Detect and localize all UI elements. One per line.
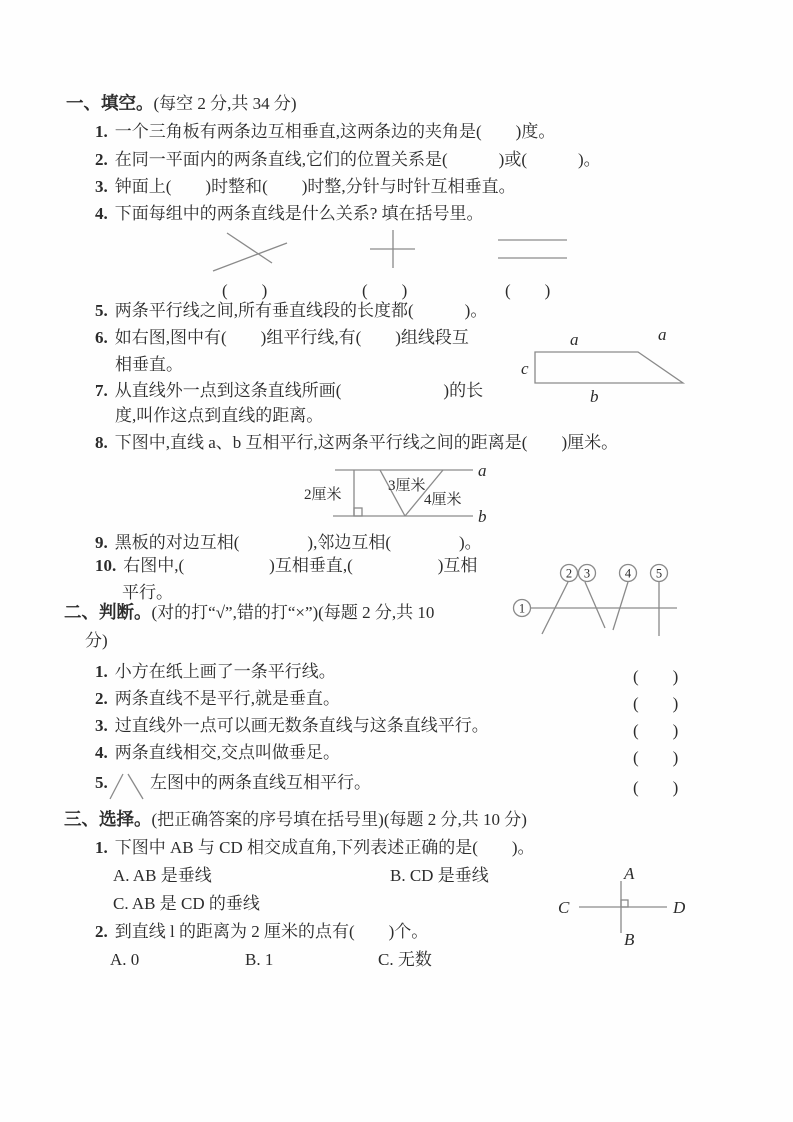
figure-q10-numbered-lines: [508, 558, 693, 650]
label-corner-a: a: [658, 328, 667, 344]
section3-title: 三、选择。: [64, 809, 152, 829]
s2-answer-bracket-2: ( ): [633, 694, 679, 713]
item-text: 下图中,直线 a、b 互相平行,这两条平行线之间的距离是( )厘米。: [114, 433, 619, 452]
item-text: 钟面上( )时整和( )时整,分针与时针互相垂直。: [114, 177, 516, 196]
section2-note-wrap: 分): [85, 631, 108, 650]
q4-bracket-1: ( ): [222, 281, 268, 300]
item-number: 8.: [95, 433, 108, 452]
label-side-a: a: [570, 330, 579, 349]
s2-item-4: [95, 743, 340, 762]
item-number: 2.: [95, 689, 108, 708]
s2-answer-bracket-1: ( ): [633, 667, 679, 686]
item-text: 黑板的对边互相( ),邻边互相( )。: [114, 533, 482, 552]
s3-q2-option-c: C. 无数: [378, 950, 432, 969]
item-number: 5.: [95, 773, 108, 792]
backslash-line: [128, 774, 143, 799]
slanted-line-3: [585, 582, 605, 628]
number-line-5: 5: [655, 566, 663, 581]
number-line-3: 3: [583, 566, 591, 581]
section2-heading: [64, 603, 434, 622]
s3-q2-option-b: B. 1: [245, 950, 274, 969]
item-text: 过直线外一点可以画无数条直线与这条直线平行。: [114, 716, 489, 735]
section1-title: 一、填空。: [66, 93, 154, 113]
s3-q1-option-b: B. CD 是垂线: [390, 866, 489, 885]
s3-q1-option-a: A. AB 是垂线: [113, 866, 212, 885]
s2-item-5-text: 左图中的两条直线互相平行。: [150, 773, 371, 792]
item-text: 到直线 l 的距离为 2 厘米的点有( )个。: [114, 922, 429, 941]
figure-s2q5-two-lines: [108, 765, 150, 805]
figure-q8-distance: [282, 452, 497, 532]
item-text: 下图中 AB 与 CD 相交成直角,下列表述正确的是( )。: [114, 838, 535, 857]
item-number: 6.: [95, 328, 108, 347]
s1-item-9: [95, 533, 482, 552]
item-number: 2.: [95, 922, 108, 941]
s2-item-2: [95, 689, 340, 708]
item-text: 一个三角板有两条边互相垂直,这两条边的夹角是( )度。: [114, 122, 556, 141]
label-side-b: b: [590, 387, 599, 406]
number-line-2: 2: [565, 566, 573, 581]
s3-question-1: [95, 838, 535, 857]
intersecting-line-2: [213, 243, 287, 271]
section1-note: (每空 2 分,共 34 分): [153, 94, 297, 113]
item-number: 7.: [95, 381, 108, 400]
s1-item-10-wrap: 平行。: [122, 583, 173, 602]
section2-note: (对的打“√”,错的打“×”)(每题 2 分,共 10: [151, 603, 435, 622]
figure-q6-trapezoid: [515, 328, 715, 408]
label-3cm: 3厘米: [388, 478, 426, 494]
label-line-a: a: [478, 461, 487, 480]
item-text: 从直线外一点到这条直线所画( )的长: [114, 381, 484, 400]
item-text: 小方在纸上画了一条平行线。: [114, 662, 336, 681]
item-number: 4.: [95, 204, 108, 223]
item-text: 两条直线不是平行,就是垂直。: [114, 689, 340, 708]
section1-heading: [66, 94, 297, 113]
item-number: 9.: [95, 533, 108, 552]
s1-item-8: [95, 433, 618, 452]
number-line-1: 1: [518, 601, 526, 616]
s2-item-3: [95, 716, 489, 735]
item-text: 两条直线相交,交点叫做垂足。: [114, 743, 340, 762]
label-D: D: [673, 898, 686, 917]
item-number: 2.: [95, 150, 108, 169]
s1-item-2: [95, 150, 601, 169]
label-2cm: 2厘米: [304, 487, 342, 503]
section2-title: 二、判断。: [64, 602, 152, 622]
label-B: B: [624, 930, 635, 949]
s2-answer-bracket-3: ( ): [633, 721, 679, 740]
item-number: 1.: [95, 122, 108, 141]
number-line-4: 4: [624, 566, 632, 581]
s1-item-6-wrap: 相垂直。: [115, 355, 183, 374]
item-number: 1.: [95, 838, 108, 857]
s2-item-1: [95, 662, 336, 681]
item-text: 右图中,( )互相垂直,( )互相: [123, 556, 478, 575]
item-text: 下面每组中的两条直线是什么关系? 填在括号里。: [114, 204, 484, 223]
q4-bracket-3: ( ): [505, 281, 551, 300]
item-number: 4.: [95, 743, 108, 762]
s1-item-7: [95, 381, 483, 400]
intersecting-line-1: [227, 233, 272, 263]
trapezoid-shape: [535, 352, 683, 383]
label-4cm: 4厘米: [424, 492, 462, 508]
item-number: 10.: [95, 556, 117, 575]
s1-item-1: [95, 122, 555, 141]
s1-item-10: [95, 556, 477, 575]
item-number: 1.: [95, 662, 108, 681]
s2-answer-bracket-4: ( ): [633, 748, 679, 767]
label-A: A: [624, 864, 635, 883]
slanted-line-4: [613, 582, 628, 630]
item-number: 3.: [95, 177, 108, 196]
s1-item-5: [95, 301, 487, 320]
section3-note: (把正确答案的序号填在括号里)(每题 2 分,共 10 分): [151, 810, 527, 829]
slash-line: [110, 774, 123, 799]
s1-item-3: [95, 177, 516, 196]
item-text: 如右图,图中有( )组平行线,有( )组线段互: [114, 328, 469, 347]
s1-item-7-wrap: 度,叫作这点到直线的距离。: [115, 406, 324, 425]
q4-bracket-2: ( ): [362, 281, 408, 300]
right-angle-mark: [354, 508, 362, 516]
s3-q1-option-c: C. AB 是 CD 的垂线: [113, 894, 260, 913]
figure-s3q1-perpendicular-cross: [552, 862, 697, 950]
s3-q2-option-a: A. 0: [110, 950, 140, 969]
s1-item-4: [95, 204, 484, 223]
label-side-c: c: [521, 359, 529, 378]
s3-question-2: [95, 922, 428, 941]
section3-heading: [64, 810, 527, 829]
label-line-b: b: [478, 507, 487, 526]
item-text: 两条平行线之间,所有垂直线段的长度都( )。: [114, 301, 488, 320]
item-number: 5.: [95, 301, 108, 320]
s2-answer-bracket-5: ( ): [633, 778, 679, 797]
right-angle-mark: [621, 900, 628, 907]
item-number: 3.: [95, 716, 108, 735]
label-C: C: [558, 898, 570, 917]
figure-q4-line-pairs: [195, 225, 585, 275]
s1-item-6: [95, 328, 469, 347]
item-text: 在同一平面内的两条直线,它们的位置关系是( )或( )。: [114, 150, 601, 169]
